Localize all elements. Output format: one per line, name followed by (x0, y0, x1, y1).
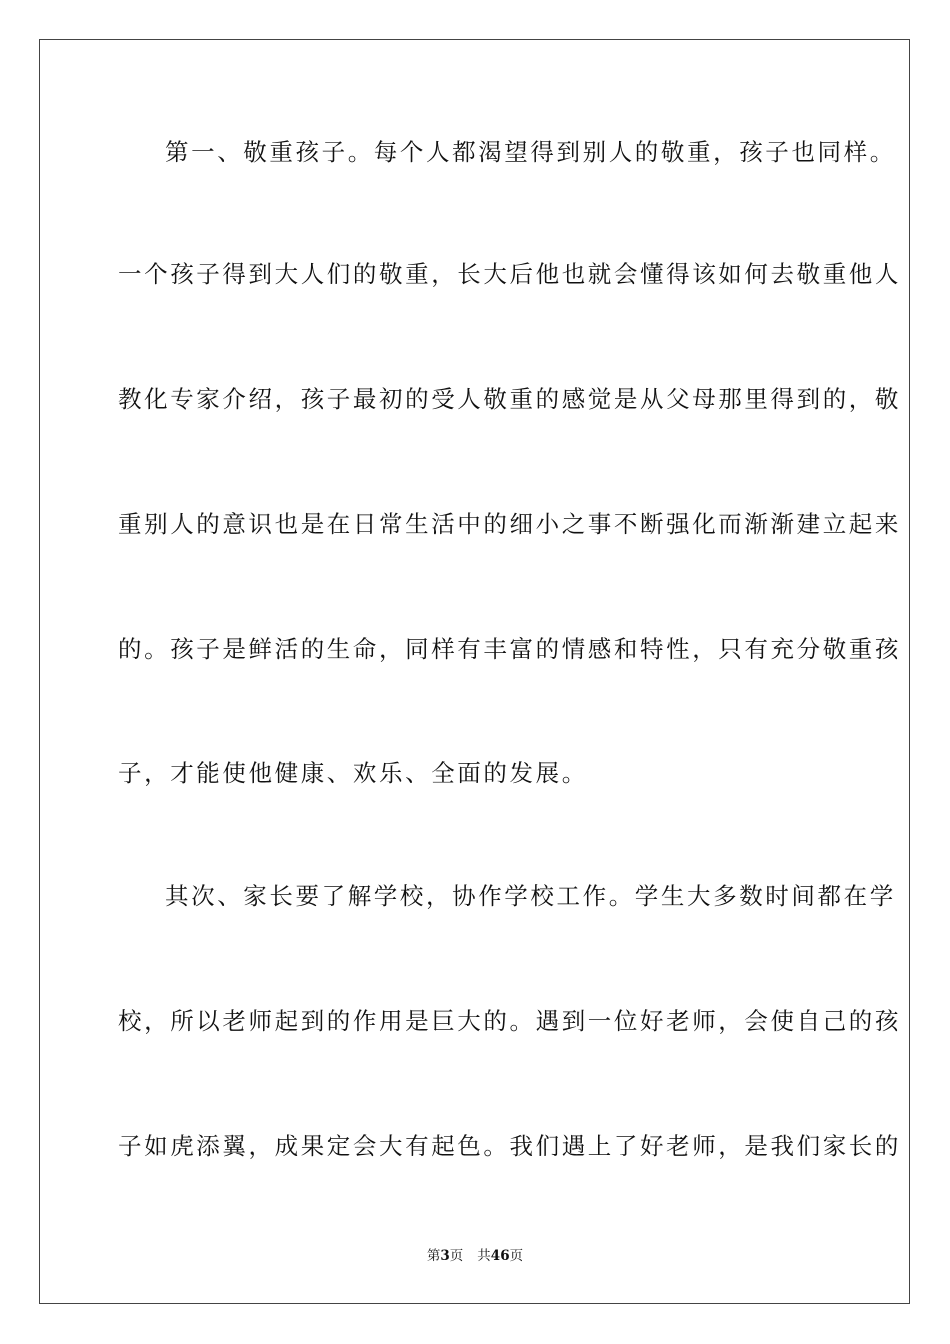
text-line: 重别人的意识也是在日常生活中的细小之事不断强化而渐渐建立起来 (118, 510, 901, 538)
total-page-count: 46 (490, 1248, 510, 1264)
text-line: 其次、家长要了解学校，协作学校工作。学生大多数时间都在学 (165, 882, 896, 910)
text-line: 第一、敬重孩子。每个人都渴望得到别人的敬重，孩子也同样。 (165, 138, 896, 166)
text-line: 的。孩子是鲜活的生命，同样有丰富的情感和特性，只有充分敬重孩 (118, 635, 901, 663)
footer-total-prefix: 共 (477, 1248, 491, 1264)
footer-page-suffix: 页 (449, 1248, 464, 1264)
text-line: 校，所以老师起到的作用是巨大的。遇到一位好老师，会使自己的孩 (118, 1007, 901, 1035)
current-page-number: 3 (440, 1248, 450, 1264)
footer-total-suffix: 页 (509, 1248, 524, 1264)
text-line: 一个孩子得到大人们的敬重，长大后他也就会懂得该如何去敬重他人 (118, 260, 901, 288)
footer-prefix: 第 (426, 1248, 441, 1264)
page-border (39, 39, 910, 1304)
page-footer (0, 1247, 950, 1265)
text-line: 教化专家介绍，孩子最初的受人敬重的感觉是从父母那里得到的，敬 (118, 385, 901, 413)
text-line: 子如虎添翼，成果定会大有起色。我们遇上了好老师，是我们家长的 (118, 1132, 901, 1160)
text-line: 子，才能使他健康、欢乐、全面的发展。 (118, 759, 588, 787)
